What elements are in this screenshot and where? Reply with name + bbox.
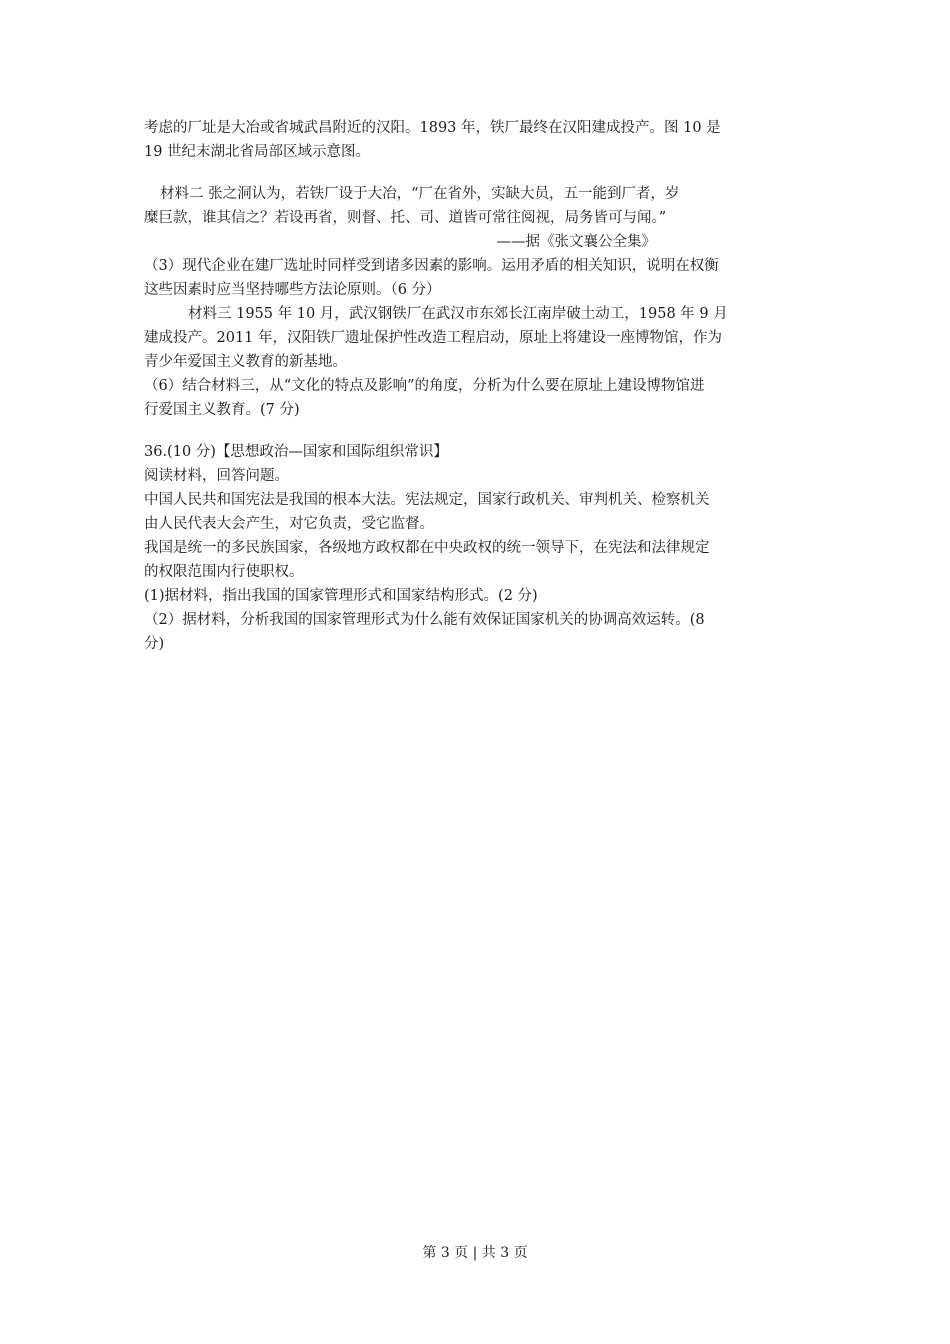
text-line: 材料二 张之洞认为，若铁厂设于大冶，“厂在省外，实缺大员，五一能到厂者，岁 <box>160 186 680 202</box>
text-line: 青少年爱国主义教育的新基地。 <box>144 354 347 370</box>
material-three <box>144 302 812 374</box>
question-instruction: 阅读材料，回答问题。 <box>144 468 289 484</box>
material-two <box>144 182 812 254</box>
text-line: 由人民代表大会产生，对它负责，受它监督。 <box>144 516 434 532</box>
text-line: 行爱国主义教育。(7 分) <box>144 402 300 418</box>
text-line: 材料三 1955 年 10 月，武汉钢铁厂在武汉市东郊长江南岸破土动工，1958 年 9 月 <box>188 306 728 322</box>
text-line: 的权限范围内行使职权。 <box>144 564 304 580</box>
sub-question-one: (1)据材料，指出我国的国家管理形式和国家结构形式。(2 分) <box>144 588 538 604</box>
question-thirty-six <box>144 440 812 656</box>
text-line: 分) <box>144 636 165 652</box>
text-line: （3）现代企业在建厂选址时同样受到诸多因素的影响。运用矛盾的相关知识，说明在权衡 <box>144 258 719 274</box>
question-header: 36.(10 分)【思想政治—国家和国际组织常识】 <box>144 444 448 460</box>
question-three <box>144 254 812 302</box>
text-line: 中国人民共和国宪法是我国的根本大法。宪法规定，国家行政机关、审判机关、检察机关 <box>144 492 710 508</box>
text-line: 19 世纪末湖北省局部区域示意图。 <box>144 144 371 160</box>
text-line: 糜巨款，谁其信之？若设再省，则督、托、司、道皆可常往阅视，局务皆可与闻。” <box>144 210 667 226</box>
question-six <box>144 374 812 422</box>
material-source: ——据《张文襄公全集》 <box>496 234 656 250</box>
text-line: （6）结合材料三，从“文化的特点及影响”的角度，分析为什么要在原址上建设博物馆进 <box>144 378 705 394</box>
page-content <box>144 116 812 656</box>
sub-question-two: （2）据材料，分析我国的国家管理形式为什么能有效保证国家机关的协调高效运转。(8 <box>144 612 705 628</box>
page-footer: 第 3 页 | 共 3 页 <box>422 1245 528 1261</box>
text-line: 建成投产。2011 年，汉阳铁厂遗址保护性改造工程启动，原址上将建设一座博物馆，作为 <box>144 330 723 346</box>
section-factory-site <box>144 116 812 164</box>
text-line: 考虑的厂址是大冶或省城武昌附近的汉阳。1893 年，铁厂最终在汉阳建成投产。图 10 是 <box>144 120 721 136</box>
text-line: 我国是统一的多民族国家，各级地方政权都在中央政权的统一领导下，在宪法和法律规定 <box>144 540 710 556</box>
text-line: 这些因素时应当坚持哪些方法论原则。（6 分） <box>144 282 441 298</box>
